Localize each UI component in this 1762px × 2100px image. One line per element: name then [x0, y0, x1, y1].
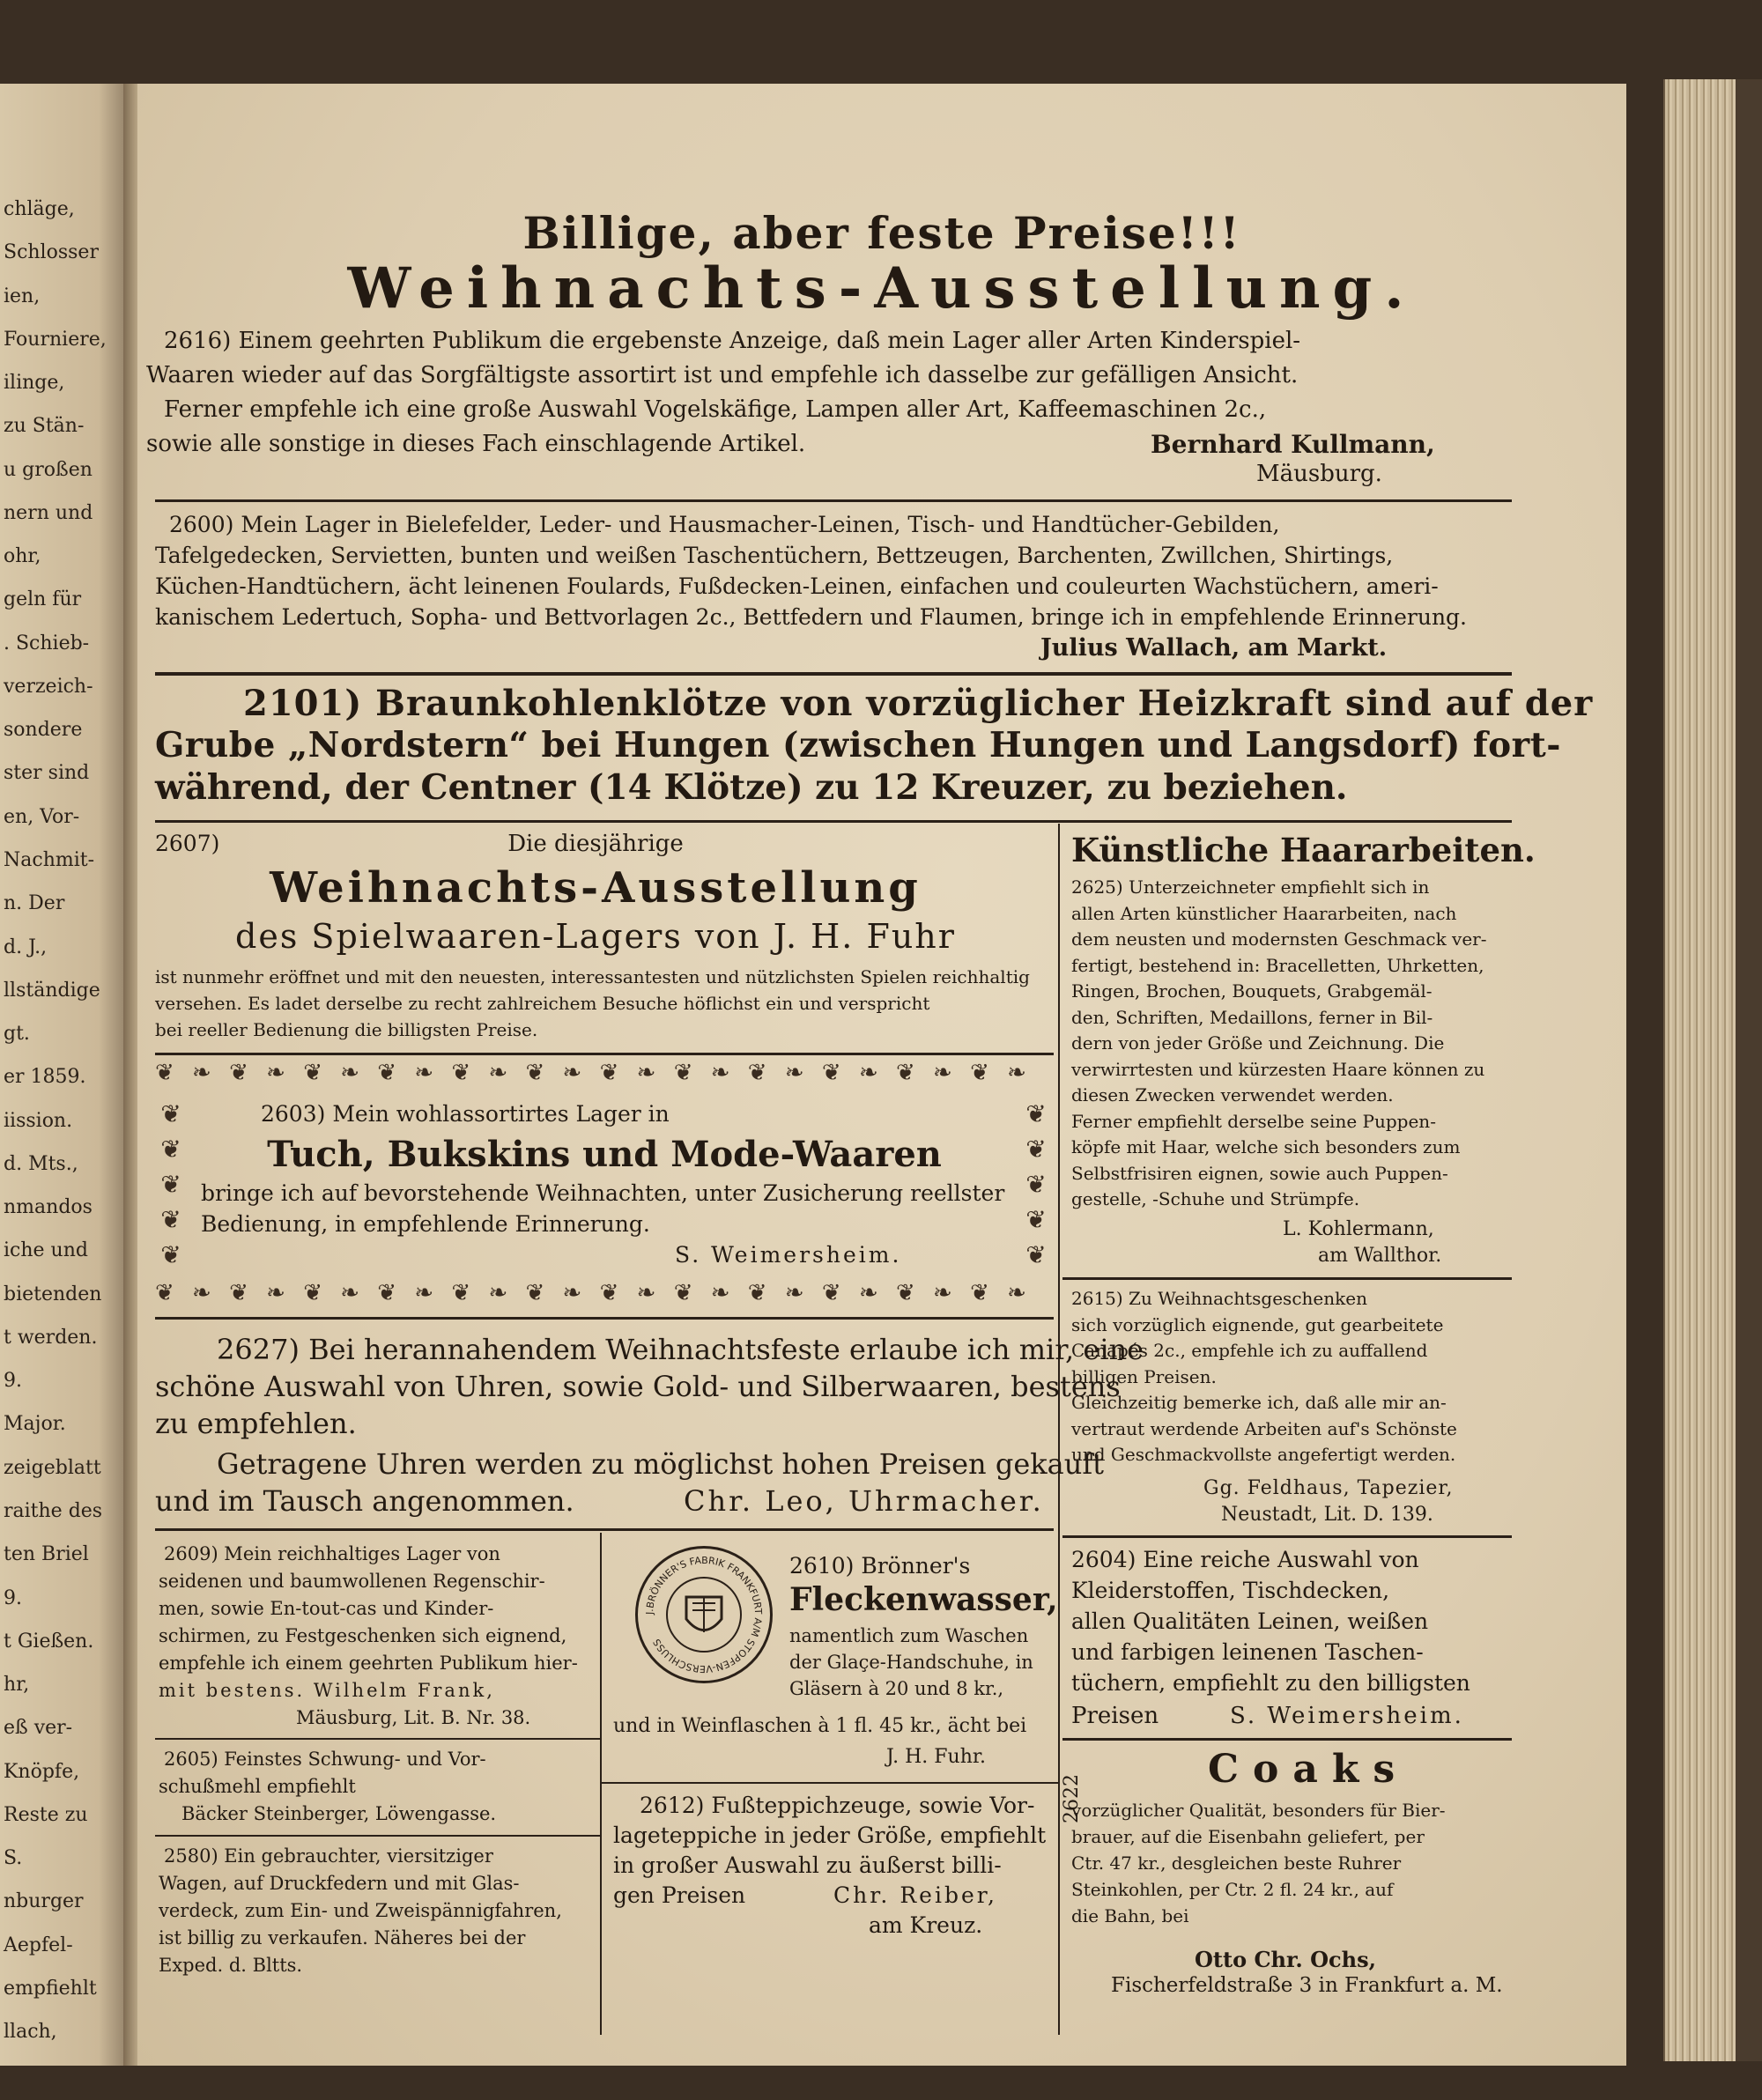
ad-2612-line1: 2612) Fußteppichzeuge, sowie Vor-	[640, 1793, 1035, 1818]
ad-2603-line3: Bedienung, in empfehlende Erinnerung.	[201, 1211, 650, 1237]
ad-2615-place: Neustadt, Lit. D. 139.	[1221, 1504, 1433, 1526]
left-page-text-fragment: ster sind	[4, 762, 90, 785]
ad-2622-place: Fischerfeldstraße 3 in Frankfurt a. M.	[1111, 1974, 1503, 1997]
rule	[1062, 1535, 1512, 1538]
ad-2625-body	[1071, 875, 1485, 1213]
left-page-text-fragment: iche und	[4, 1239, 88, 1262]
ad-text-line: und Geschmackvollste angefertigt werden.	[1071, 1444, 1456, 1465]
ad-2622-body	[1071, 1797, 1494, 1929]
ad-2610-line5: und in Weinflaschen à 1 fl. 45 kr., ächt bei	[613, 1715, 1027, 1737]
ad-2609-line7: Mäusburg, Lit. B. Nr. 38.	[296, 1707, 531, 1728]
ornament-glyph: ❦	[160, 1205, 181, 1234]
left-page-text-fragment: d. J.,	[4, 935, 48, 958]
ad-2625-signature: L. Kohlermann,	[1283, 1218, 1434, 1240]
left-page-text-fragment: ien,	[4, 285, 41, 307]
ornament-glyph: ❦	[1025, 1205, 1047, 1234]
ad-text-line: tüchern, empfiehlt zu den billigsten	[1071, 1670, 1470, 1696]
ad-2580-line2: Wagen, auf Druckfedern und mit Glas-	[159, 1873, 520, 1894]
ad-2612-line3: in großer Auswahl zu äußerst billi-	[613, 1852, 1002, 1878]
ad-text-line: fertigt, bestehend in: Bracelletten, Uhrketten,	[1071, 954, 1484, 976]
left-page-text-fragment: u großen	[4, 458, 93, 481]
left-page-text-fragment: nmandos	[4, 1196, 93, 1219]
left-page-text-fragment: ten Briel	[4, 1543, 89, 1566]
broenner-seal	[635, 1546, 773, 1683]
ad-2604-signature: S. Weimersheim.	[1230, 1703, 1464, 1729]
ornament-border-top: ❦ ❧ ❦ ❧ ❦ ❧ ❦ ❧ ❦ ❧ ❦ ❧ ❦ ❧ ❦ ❧ ❦ ❧ ❦ ❧ ❦ ❧ ❦ ❧	[155, 1060, 1032, 1086]
ad-text-line: gestelle, -Schuhe und Strümpfe.	[1071, 1188, 1360, 1209]
ad-2603-signature: S. Weimersheim.	[675, 1242, 902, 1268]
left-page-text-fragment: chläge,	[4, 198, 75, 220]
ad-2580-line5: Exped. d. Bltts.	[159, 1955, 303, 1976]
rule	[600, 1782, 1058, 1784]
ad-2607-line1: ist nunmehr eröffnet und mit den neuesten, interessantesten und nützlichsten Spielen reichhaltig	[155, 966, 1030, 987]
ad-2609-line5: empfehle ich einem geehrten Publikum hier-	[159, 1653, 578, 1674]
newspaper-page	[137, 84, 1626, 2066]
ad-2580-line3: verdeck, zum Ein- und Zweispännigfahren,	[159, 1900, 562, 1921]
left-page-text-fragment: llach,	[4, 2021, 57, 2044]
ad-2600-signature: Julius Wallach, am Markt.	[1040, 634, 1388, 662]
ad-text-line: 2625) Unterzeichneter empfiehlt sich in	[1071, 876, 1430, 898]
ad-2600-line4: kanischem Ledertuch, Sopha- und Bettvorlagen 2c., Bettfedern und Flaumen, bringe ich in empfehlende Erinnerung.	[155, 604, 1468, 630]
headline-billige-preise: Billige, aber feste Preise!!!	[522, 207, 1241, 259]
ad-2610-title: Fleckenwasser,	[789, 1581, 1058, 1618]
left-page-text-fragment: eß ver-	[4, 1717, 73, 1740]
ad-2101-line2: Grube „Nordstern“ bei Hungen (zwischen Hungen und Langsdorf) fort-	[155, 725, 1561, 765]
left-page-text-fragment: sondere	[4, 719, 83, 742]
ad-2610-line3: der Glaçe-Handschuhe, in	[789, 1652, 1033, 1673]
left-page-text-fragment: bietenden	[4, 1283, 102, 1305]
left-page-text-fragment: empfiehlt	[4, 1977, 97, 2000]
left-page-text-fragment: nburger	[4, 1890, 84, 1913]
ornament-border-left	[155, 1097, 187, 1273]
ad-text-line: den, Schriften, Medaillons, ferner in Bil-	[1071, 1006, 1433, 1028]
ad-text-line: allen Arten künstlicher Haararbeiten, nach	[1071, 902, 1457, 924]
ornament-glyph: ❦	[1025, 1135, 1047, 1164]
ad-2603-line2: bringe ich auf bevorstehende Weihnachten, unter Zusicherung reellster	[201, 1180, 1005, 1206]
book-gutter	[123, 84, 137, 2066]
ad-text-line: brauer, auf die Eisenbahn geliefert, per	[1071, 1826, 1425, 1847]
left-page-text-fragment: iission.	[4, 1109, 73, 1132]
ad-2603-title: Tuch, Bukskins und Mode-Waaren	[267, 1134, 942, 1175]
left-page-text-fragment: Fourniere,	[4, 328, 107, 351]
ad-2607-intro: Die diesjährige	[507, 831, 684, 857]
ad-text-line: Canapés 2c., empfehle ich zu auffallend	[1071, 1340, 1428, 1361]
ad-2610-line4: Gläsern à 20 und 8 kr.,	[789, 1678, 1004, 1699]
ad-2616-place: Mäusburg.	[1256, 461, 1382, 487]
ornament-glyph: ❦	[160, 1170, 181, 1199]
rule	[155, 820, 1512, 823]
ad-text-line: diesen Zwecken verwendet werden.	[1071, 1084, 1394, 1105]
left-page-text-fragment: Knöpfe,	[4, 1760, 80, 1783]
ornament-border-right	[1020, 1097, 1052, 1273]
ornament-glyph: ❦	[1025, 1170, 1047, 1199]
ad-text-line: dem neusten und modernsten Geschmack ver-	[1071, 928, 1487, 950]
left-page-text-fragment: ohr,	[4, 545, 41, 568]
ad-2610-line1: 2610) Brönner's	[789, 1553, 971, 1579]
rule	[155, 1053, 1054, 1055]
ad-2580-line1: 2580) Ein gebrauchter, viersitziger	[164, 1845, 493, 1867]
ad-2622-title: Coaks	[1208, 1747, 1410, 1792]
rule	[155, 672, 1512, 676]
ornament-glyph: ❦	[1025, 1240, 1047, 1269]
seal-text: J.BRÖNNER'S FABRIK FRANKFURT A/M STOPFEN-VERSCHLUSS	[643, 1554, 765, 1675]
ad-2627-line5: und im Tausch angenommen.	[155, 1484, 574, 1518]
ad-2622-number: 2622	[1061, 1774, 1083, 1823]
ad-2627-line3: zu empfehlen.	[155, 1407, 357, 1440]
rule	[1062, 1277, 1512, 1280]
ad-text-line: köpfe mit Haar, welche sich besonders zum	[1071, 1136, 1461, 1157]
ad-2627-line2: schöne Auswahl von Uhren, sowie Gold- und Silberwaaren, bestens	[155, 1370, 1121, 1403]
ad-text-line: sich vorzüglich eignende, gut gearbeitete	[1071, 1313, 1444, 1335]
ornament-glyph: ❦	[160, 1099, 181, 1128]
ad-2605-line1: 2605) Feinstes Schwung- und Vor-	[164, 1749, 486, 1770]
left-page-text-fragment: zeigeblatt	[4, 1456, 101, 1479]
rule	[155, 1835, 600, 1837]
ad-2616-line3: Ferner empfehle ich eine große Auswahl Vogelskäfige, Lampen aller Art, Kaffeemaschinen 2c.,	[164, 396, 1267, 423]
ad-2607-title: Weihnachts-Ausstellung	[270, 863, 922, 913]
left-page-text-fragment: hr,	[4, 1674, 30, 1697]
ad-text-line: verwirrtesten und kürzesten Haare können zu	[1071, 1058, 1485, 1080]
ad-2615-signature: Gg. Feldhaus, Tapezier,	[1203, 1477, 1454, 1499]
left-page-text-fragment: nern und	[4, 501, 93, 524]
left-page-text-fragment: t werden.	[4, 1326, 98, 1349]
ornament-glyph: ❦	[160, 1135, 181, 1164]
ad-2625-title: Künstliche Haararbeiten.	[1071, 831, 1536, 869]
ad-text-line: Kleiderstoffen, Tischdecken,	[1071, 1578, 1390, 1603]
ad-2627-signature: Chr. Leo, Uhrmacher.	[684, 1484, 1044, 1518]
ad-text-line: und farbigen leinenen Taschen-	[1071, 1639, 1424, 1665]
ad-2600-line1: 2600) Mein Lager in Bielefelder, Leder- und Hausmacher-Leinen, Tisch- und Handtücher-Gebilden,	[169, 512, 1280, 537]
ad-2609-line6: mit bestens. Wilhelm Frank,	[159, 1680, 495, 1701]
ad-2610-line2: namentlich zum Waschen	[789, 1625, 1029, 1646]
ad-2627-line4: Getragene Uhren werden zu möglichst hohen Preisen gekauft	[217, 1447, 1105, 1481]
rule	[1062, 1738, 1512, 1741]
rule	[155, 499, 1512, 502]
ad-2101-line1: 2101) Braunkohlenklötze von vorzüglicher Heizkraft sind auf der	[243, 683, 1594, 724]
ornament-border-bottom: ❦ ❧ ❦ ❧ ❦ ❧ ❦ ❧ ❦ ❧ ❦ ❧ ❦ ❧ ❦ ❧ ❦ ❧ ❦ ❧ ❦ ❧ ❦ ❧	[155, 1280, 1032, 1306]
ad-text-line: Gleichzeitig bemerke ich, daß alle mir an-	[1071, 1392, 1447, 1413]
left-page-text-fragment: n. Der	[4, 892, 65, 915]
ad-2604-last: Preisen	[1071, 1703, 1159, 1729]
ad-2605-line2: schußmehl empfiehlt	[159, 1776, 356, 1797]
left-page-text-fragment: en, Vor-	[4, 805, 80, 828]
ornament-glyph: ❦	[1025, 1099, 1047, 1128]
left-page-text-fragment: geln für	[4, 588, 82, 611]
ad-2616-signature: Bernhard Kullmann,	[1151, 430, 1435, 459]
ad-2600-line3: Küchen-Handtüchern, ächt leinenen Foulards, Fußdecken-Leinen, einfachen und couleurten Wachstüchern, ameri-	[155, 573, 1439, 599]
left-page-text-fragment: t Gießen.	[4, 1630, 94, 1653]
ad-2609-line3: men, sowie En-tout-cas und Kinder-	[159, 1598, 494, 1619]
ad-text-line: vertraut werdende Arbeiten auf's Schönste	[1071, 1417, 1457, 1439]
column-divider	[1058, 824, 1060, 2035]
left-page-fragment	[0, 84, 123, 2066]
ad-text-line: die Bahn, bei	[1071, 1905, 1189, 1926]
ad-2616-line2: Waaren wieder auf das Sorgfältigste assortirt ist und empfehle ich dasselbe zur gefälligen Ansicht.	[146, 362, 1299, 388]
ad-2625-place: am Wallthor.	[1318, 1245, 1442, 1267]
ad-2616-line4: sowie alle sonstige in dieses Fach einschlagende Artikel.	[146, 431, 806, 457]
ad-2607-line3: bei reeller Bedienung die billigsten Preise.	[155, 1019, 538, 1040]
left-page-text-fragment: zu Stän-	[4, 415, 85, 438]
left-page-text-fragment: Aepfel-	[4, 1934, 73, 1956]
left-page-text-fragment: Reste zu	[4, 1803, 88, 1826]
seal-graphic	[638, 1549, 770, 1681]
ad-2607-subtitle: des Spielwaaren-Lagers von J. H. Fuhr	[235, 917, 956, 956]
left-page-text-fragment: gt.	[4, 1023, 30, 1046]
ad-2610-signature: J. H. Fuhr.	[886, 1746, 986, 1768]
ad-text-line: Ringen, Brochen, Bouquets, Grabgemäl-	[1071, 980, 1433, 1002]
title-weihnachts-ausstellung: Weihnachts-Ausstellung.	[347, 255, 1417, 322]
ad-text-line: 2604) Eine reiche Auswahl von	[1071, 1547, 1419, 1572]
ad-2101-line3: während, der Centner (14 Klötze) zu 12 Kreuzer, zu beziehen.	[155, 767, 1348, 808]
ad-2603-line1: 2603) Mein wohlassortirtes Lager in	[261, 1101, 670, 1127]
ad-2615-body	[1071, 1286, 1494, 1468]
ornament-glyph: ❦	[160, 1240, 181, 1269]
ad-text-line: Ferner empfiehlt derselbe seine Puppen-	[1071, 1110, 1436, 1132]
ad-text-line: allen Qualitäten Leinen, weißen	[1071, 1608, 1429, 1634]
ad-2609-line4: schirmen, zu Festgeschenken sich eignend,	[159, 1625, 567, 1646]
left-page-text-fragment: Schlosser	[4, 241, 99, 264]
ad-text-line: dern von jeder Größe und Zeichnung. Die	[1071, 1032, 1445, 1054]
left-page-text-fragment: er 1859.	[4, 1066, 86, 1089]
ad-2627-line1: 2627) Bei herannahendem Weihnachtsfeste erlaube ich mir, eine	[217, 1333, 1144, 1366]
ad-2609-line2: seidenen und baumwollenen Regenschir-	[159, 1571, 545, 1592]
book-cover-edge	[1736, 79, 1762, 2061]
rule	[155, 1738, 600, 1740]
left-page-text-fragment: raithe des	[4, 1500, 103, 1523]
ad-2607-number: 2607)	[155, 831, 220, 856]
ad-2612-place: am Kreuz.	[869, 1912, 983, 1938]
ad-2616-line1: 2616) Einem geehrten Publikum die ergebenste Anzeige, daß mein Lager aller Arten Kinderspiel-	[164, 328, 1301, 354]
ad-text-line: Steinkohlen, per Ctr. 2 fl. 24 kr., auf	[1071, 1879, 1394, 1900]
ad-text-line: billigen Preisen.	[1071, 1365, 1217, 1387]
left-page-text-fragment: Major.	[4, 1413, 66, 1436]
ad-text-line: Selbstfrisiren eignen, sowie auch Puppen-	[1071, 1162, 1448, 1184]
ad-2605-line3: Bäcker Steinberger, Löwengasse.	[181, 1803, 497, 1824]
subcolumn-divider	[600, 1533, 602, 2035]
ad-text-line: Ctr. 47 kr., desgleichen beste Ruhrer	[1071, 1852, 1402, 1874]
left-page-text-fragment: 9.	[4, 1586, 22, 1609]
ad-2612-signature: Chr. Reiber,	[833, 1882, 997, 1908]
left-page-text-fragment: llständige	[4, 979, 100, 1002]
ad-2622-signature: Otto Chr. Ochs,	[1195, 1947, 1376, 1972]
left-page-text-fragment: d. Mts.,	[4, 1152, 78, 1175]
left-page-text-fragment: Nachmit-	[4, 849, 95, 871]
left-page-text-fragment: ilinge,	[4, 372, 65, 395]
ad-2607-line2: versehen. Es ladet derselbe zu recht zahlreichem Besuche höflichst ein und verspricht	[155, 993, 930, 1014]
left-page-text-fragment: S.	[4, 1847, 23, 1870]
ad-2600-line2: Tafelgedecken, Servietten, bunten und weißen Taschentüchern, Bettzeugen, Barchenten, Zwillchen, Shirtings,	[155, 543, 1394, 568]
ad-text-line: 2615) Zu Weihnachtsgeschenken	[1071, 1288, 1367, 1309]
ad-2609-line1: 2609) Mein reichhaltiges Lager von	[164, 1543, 500, 1564]
ad-2612-line4: gen Preisen	[613, 1882, 746, 1908]
ad-2604-body	[1071, 1544, 1494, 1698]
left-page-text-fragment: 9.	[4, 1370, 22, 1393]
left-page-text-fragment: verzeich-	[4, 675, 93, 698]
rule	[155, 1528, 1054, 1531]
rule	[155, 1317, 1054, 1320]
ad-text-line: vorzüglicher Qualität, besonders für Bier-	[1071, 1800, 1446, 1821]
left-page-text-fragment: . Schieb-	[4, 632, 90, 654]
ad-2580-line4: ist billig zu verkaufen. Näheres bei der	[159, 1927, 526, 1948]
ad-2612-line2: lageteppiche in jeder Größe, empfiehlt	[613, 1823, 1047, 1848]
